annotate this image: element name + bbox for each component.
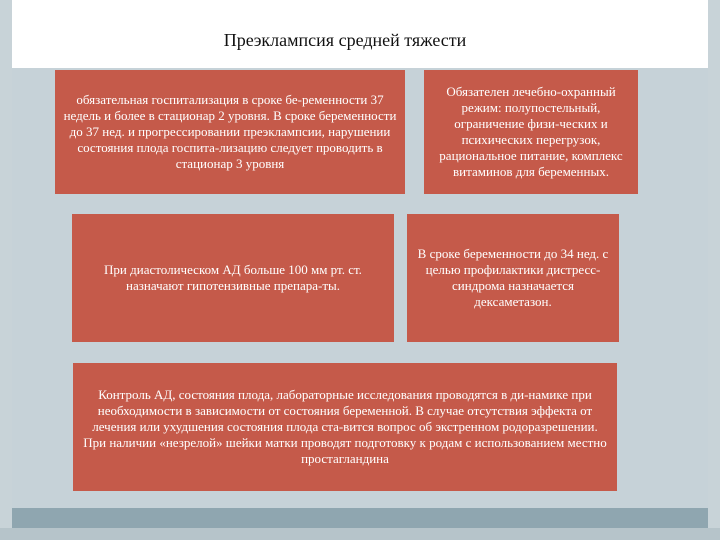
monitoring-box: [73, 363, 617, 491]
left-border: [0, 0, 12, 540]
regimen-text: Обязателен лечебно-охранный режим: полупостельный, ограничение физи-ческих и психических перегрузок, рациональное питание, комплекс витаминов для беременных.: [439, 84, 623, 179]
dexamethasone-box: [407, 214, 619, 342]
slide-title: Преэклампсия средней тяжести: [223, 30, 467, 50]
dexamethasone-text: В сроке беременности до 34 нед. с целью профилактики дистресс-синдрома назначается дексаметазон.: [417, 246, 609, 309]
bottom-border: [0, 528, 720, 540]
right-border: [708, 0, 720, 540]
hospitalization-text: обязательная госпитализация в сроке бе-ременности 37 недель и более в стационар 2 уровня. В сроке беременности до 37 нед. и прогрессировании преэклампсии, нарушении состояния плода госпита-лизацию следует проводить в стационар 3 уровня: [63, 92, 397, 171]
monitoring-text: Контроль АД, состояния плода, лабораторные исследования проводятся в ди-намике при необходимости в зависимости от состояния беременной. В случае отсутствия эффекта от лечения или ухудшения состояния плода ста-вится вопрос об экстренном родоразрешении. При наличии «незрелой» шейки матки проводят подготовку к родам с использованием местно простагландина: [83, 387, 607, 466]
hospitalization-box: [55, 70, 405, 194]
antihypertensive-text: При диастолическом АД больше 100 мм рт. ст. назначают гипотензивные препара-ты.: [104, 262, 362, 293]
bottom-stripe: [12, 508, 708, 528]
regimen-box: [424, 70, 638, 194]
antihypertensive-box: [72, 214, 394, 342]
